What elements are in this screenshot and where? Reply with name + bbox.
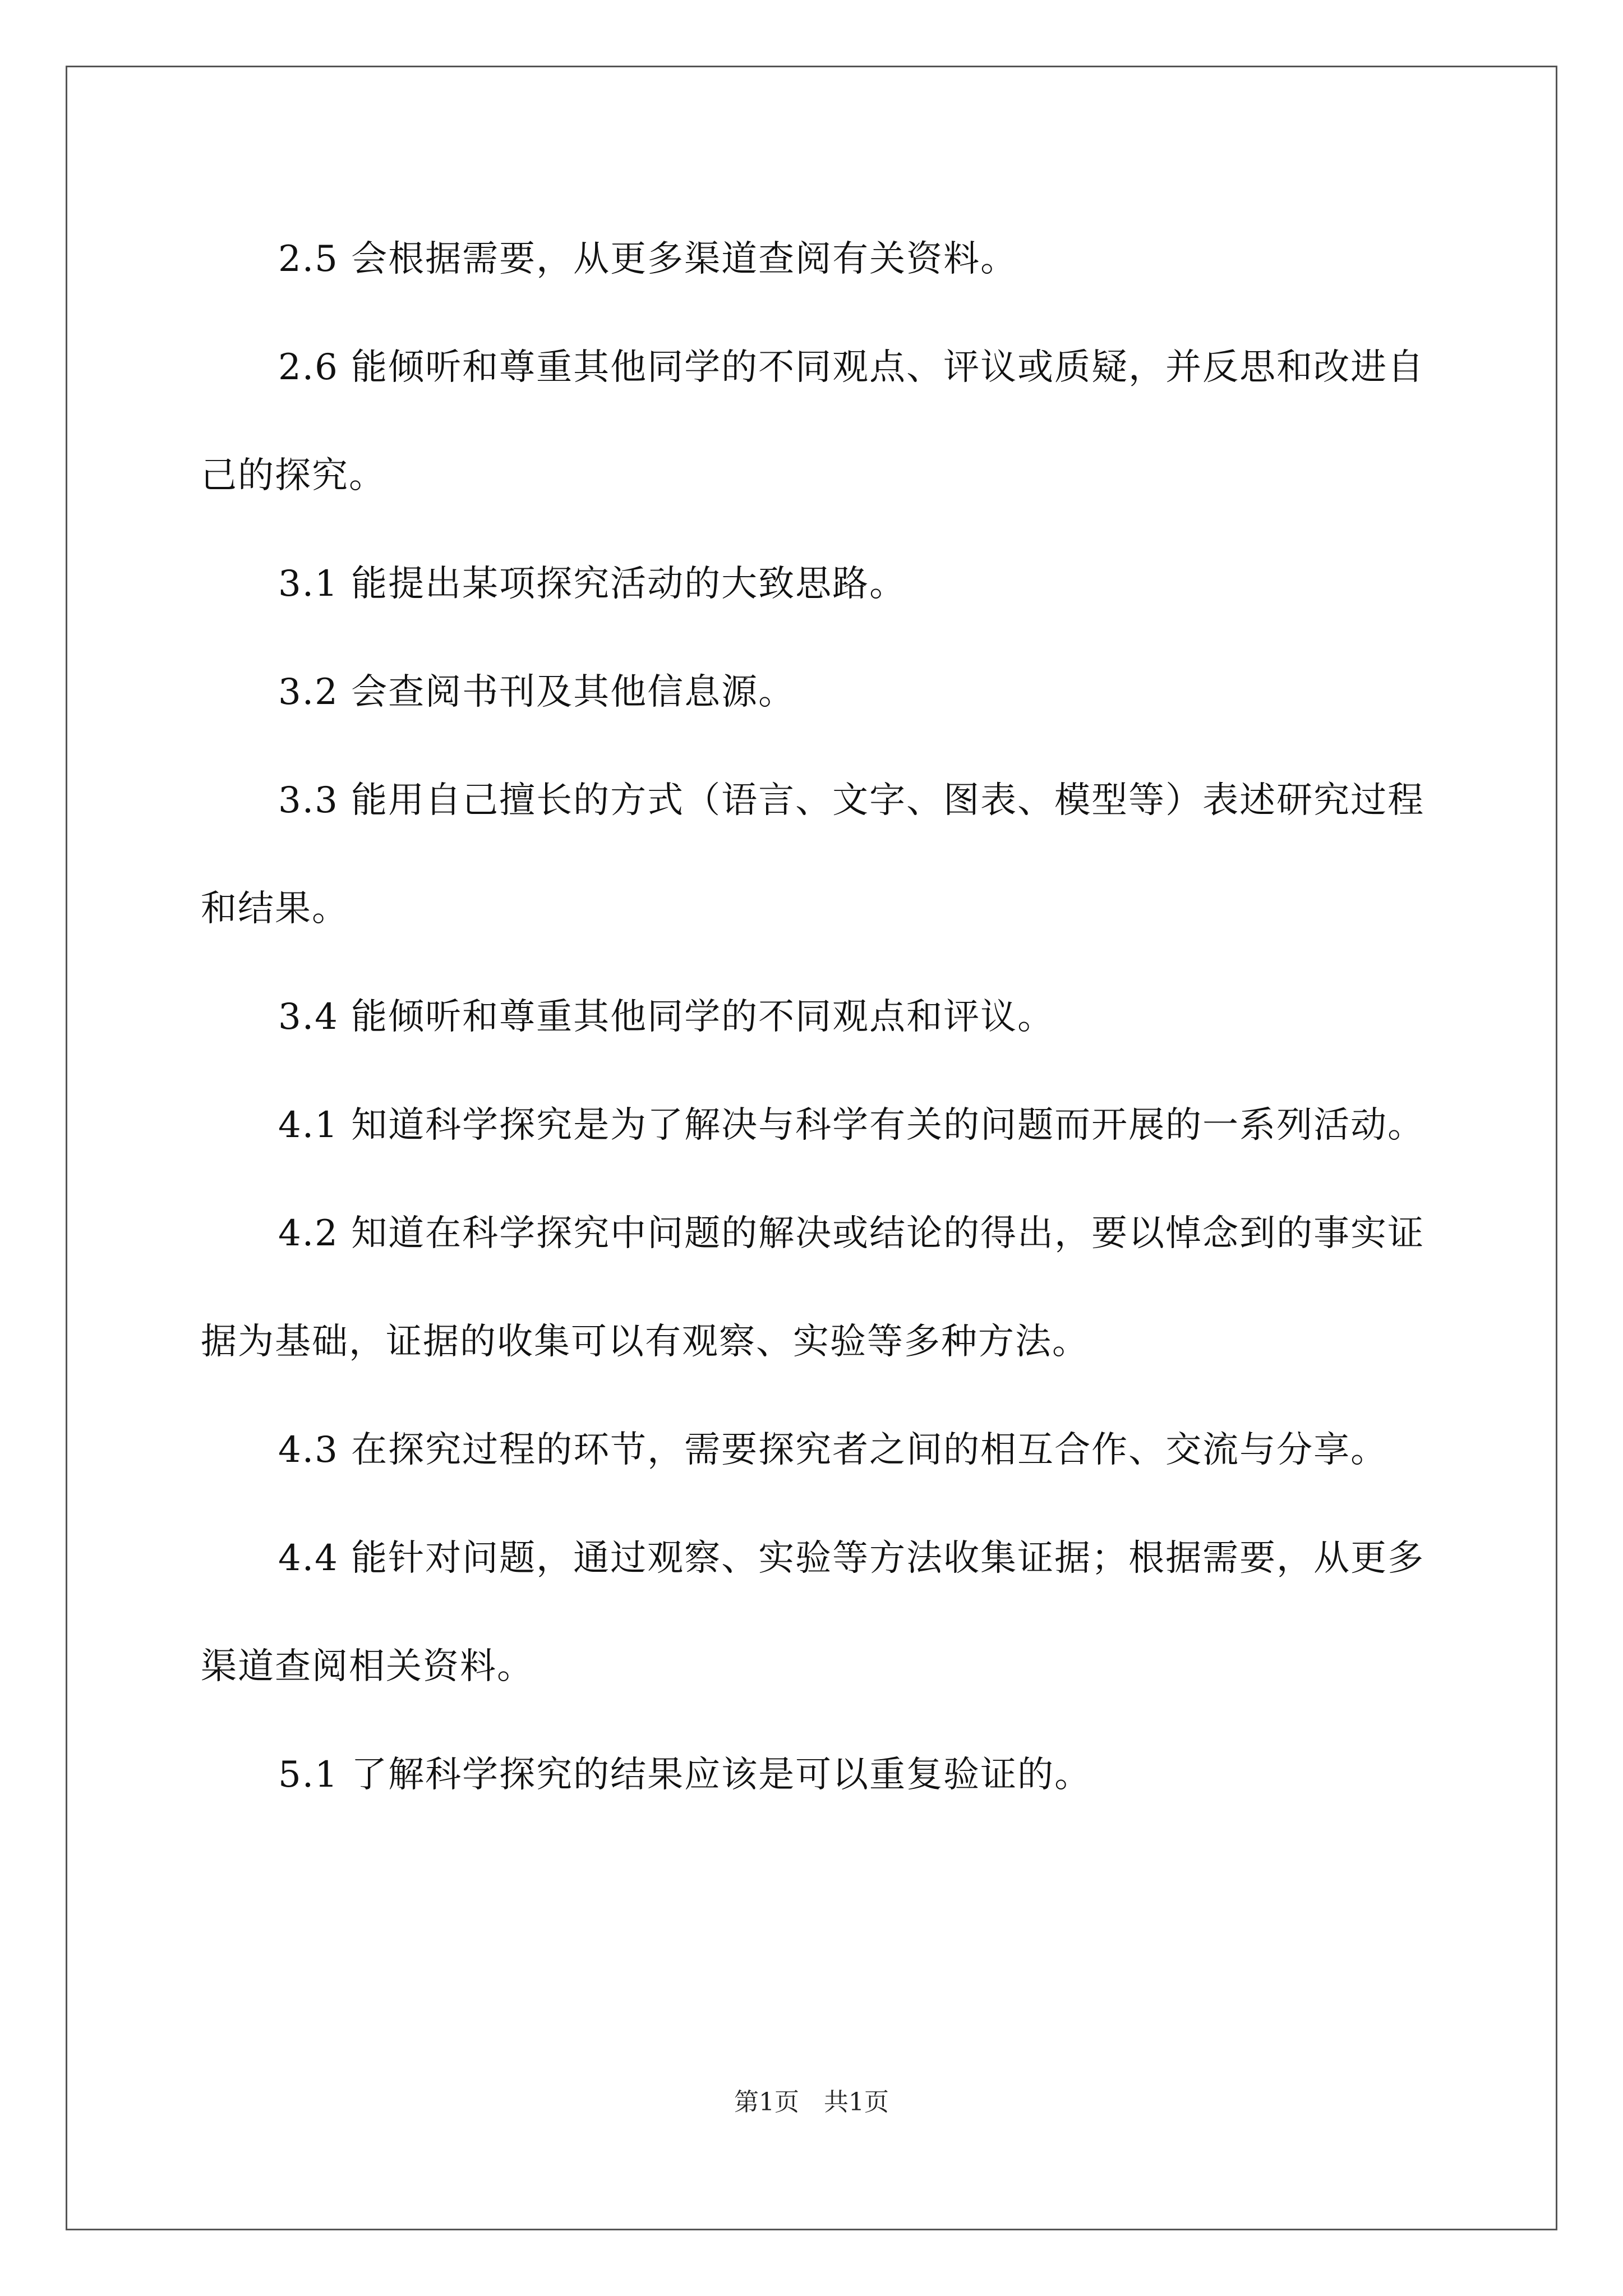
paragraph-4-2: 4.2 知道在科学探究中问题的解决或结论的得出，要以悼念到的事实证据为基础，证据的收集可以有观察、实验等多种方法。 <box>201 1213 1425 1363</box>
document-body <box>201 205 1435 1829</box>
paragraph-3-4: 3.4 能倾听和尊重其他同学的不同观点和评议。 <box>278 996 1055 1038</box>
page-footer: 第1页 共1页 <box>734 2088 889 2116</box>
paragraph-4-3: 4.3 在探究过程的环节，需要探究者之间的相互合作、交流与分享。 <box>278 1429 1388 1471</box>
paragraph-3-3: 3.3 能用自己擅长的方式（语言、文字、图表、模型等）表述研究过程和结果。 <box>201 780 1425 930</box>
paragraph-2-5: 2.5 会根据需要，从更多渠道查阅有关资料。 <box>278 238 1018 280</box>
paragraph-4-4: 4.4 能针对问题，通过观察、实验等方法收集证据；根据需要，从更多渠道查阅相关资料。 <box>201 1538 1425 1687</box>
paragraph-3-1: 3.1 能提出某项探究活动的大致思路。 <box>278 563 907 605</box>
paragraph-3-2: 3.2 会查阅书刊及其他信息源。 <box>278 671 796 713</box>
paragraph-5-1: 5.1 了解科学探究的结果应该是可以重复验证的。 <box>278 1754 1092 1796</box>
paragraph-2-6: 2.6 能倾听和尊重其他同学的不同观点、评议或质疑，并反思和改进自己的探究。 <box>201 347 1425 496</box>
paragraph-4-1: 4.1 知道科学探究是为了解决与科学有关的问题而开展的一系列活动。 <box>278 1105 1425 1146</box>
